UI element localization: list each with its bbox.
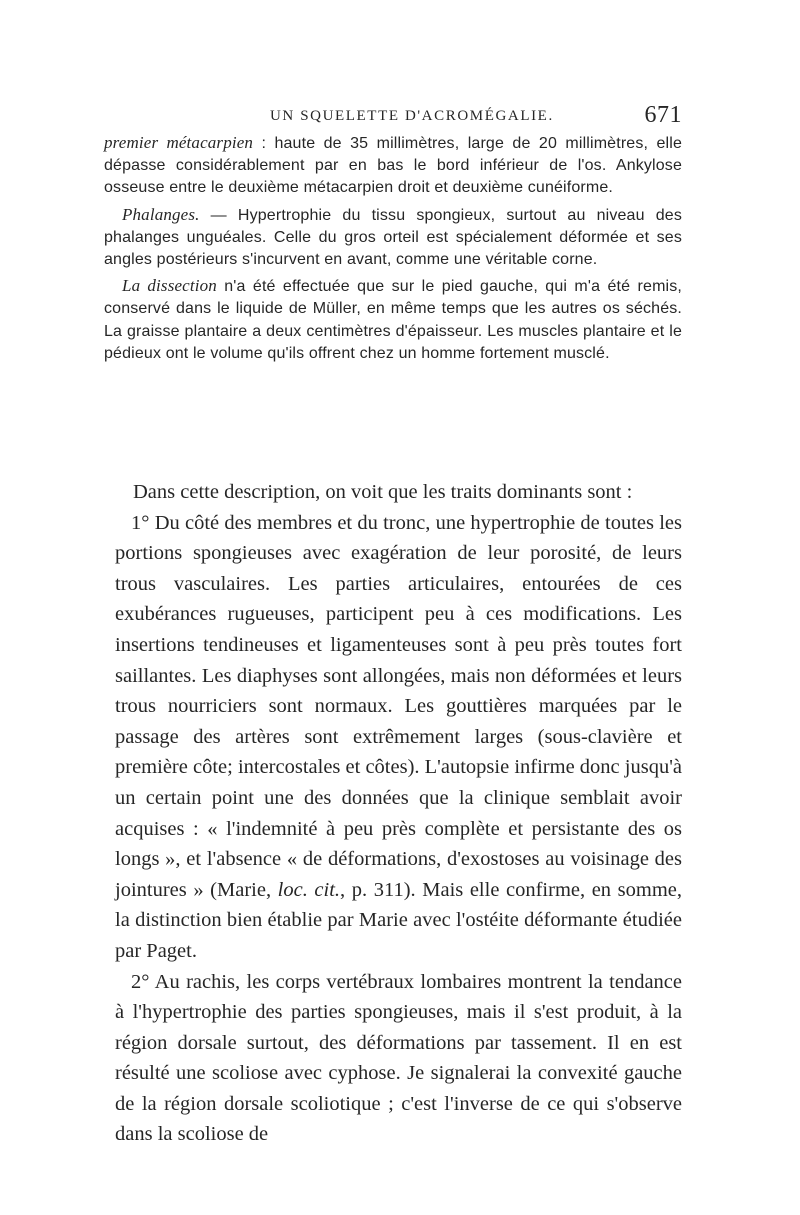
paragraph-premier-metacarpien	[104, 132, 682, 200]
paragraph-traits-dominants	[115, 477, 682, 508]
paragraph-membres-tronc	[115, 508, 682, 967]
running-title: UN SQUELETTE D'ACROMÉGALIE.	[270, 108, 554, 124]
paragraph-text: — Hypertrophie du tissu spongieux, surtout au niveau des phalanges unguéales. Celle du gros orteil est spécialement déformée et ses angles postérieurs s'incurvent en avant, comme une véritable corne.	[104, 206, 682, 269]
paragraph-text: Dans cette description, on voit que les traits dominants sont :	[133, 481, 633, 503]
main-text-section	[115, 477, 682, 1150]
paragraph-lead-italic: Phalanges.	[122, 204, 200, 224]
page-number: 671	[644, 102, 682, 128]
paragraph-text: , p. 311). Mais elle confirme, en somme, la distinction bien établie par Marie avec l'ostéite déformante étudiée par Paget.	[115, 878, 682, 962]
paragraph-text: 1° Du côté des membres et du tronc, une hypertrophie de toutes les portions spongieuses avec exagération de leur porosité, de leurs trous vasculaires. Les parties articulaires, entourées de ces exubérances rugueuses, participent peu à ces modifications. Les insertions tendineuses et ligamenteuses sont à peu près toutes fort saillantes. Les diaphyses sont allongées, mais non déformées et leurs trous nourriciers sont normaux. Les gouttières marquées par le passage des artères sont extrêmement larges (sous-clavière et première côte; intercostales et côtes). L'autopsie infirme donc jusqu'à un certain point une des données que la clinique semblait avoir acquises : « l'indemnité à peu près complète et persistante des os longs », et l'absence « de déformations, d'exostoses au voisinage des jointures » (Marie,	[115, 511, 682, 901]
paragraph-lead-italic: premier métacarpien	[104, 133, 254, 152]
paragraph-text: : haute de 35 millimètres, large de 20 millimètres, elle dépasse considérablement par en bas le bord inférieur de l'os. Ankylose osseuse entre le deuxième métacarpien droit et deuxième cunéiforme.	[104, 135, 682, 197]
paragraph-phalanges	[104, 204, 682, 272]
page-header	[100, 102, 682, 132]
paragraph-text: 2° Au rachis, les corps vertébraux lombaires montrent la tendance à l'hypertrophie des parties spongieuses, mais il s'est produit, à la région dorsale surtout, des déformations par tassement. Il en est résulté une scoliose avec cyphose. Je signalerai la convexité gauche de la région dorsale scoliotique ; c'est l'inverse de ce qui s'observe dans la scoliose de	[115, 970, 682, 1146]
paragraph-text: n'a été effectuée que sur le pied gauche, qui m'a été remis, conservé dans le liquide de Müller, en même temps que les autres os séchés. La graisse plantaire a deux centimètres d'épaisseur. Les muscles plantaire et le pédieux ont le volume qu'ils offrent chez un homme fortement musclé.	[104, 278, 682, 362]
small-print-section	[104, 132, 682, 365]
paragraph-rachis	[115, 967, 682, 1151]
paragraph-lead-italic: La dissection	[122, 276, 217, 296]
citation-italic: loc. cit.	[277, 878, 341, 901]
paragraph-dissection	[104, 275, 682, 365]
